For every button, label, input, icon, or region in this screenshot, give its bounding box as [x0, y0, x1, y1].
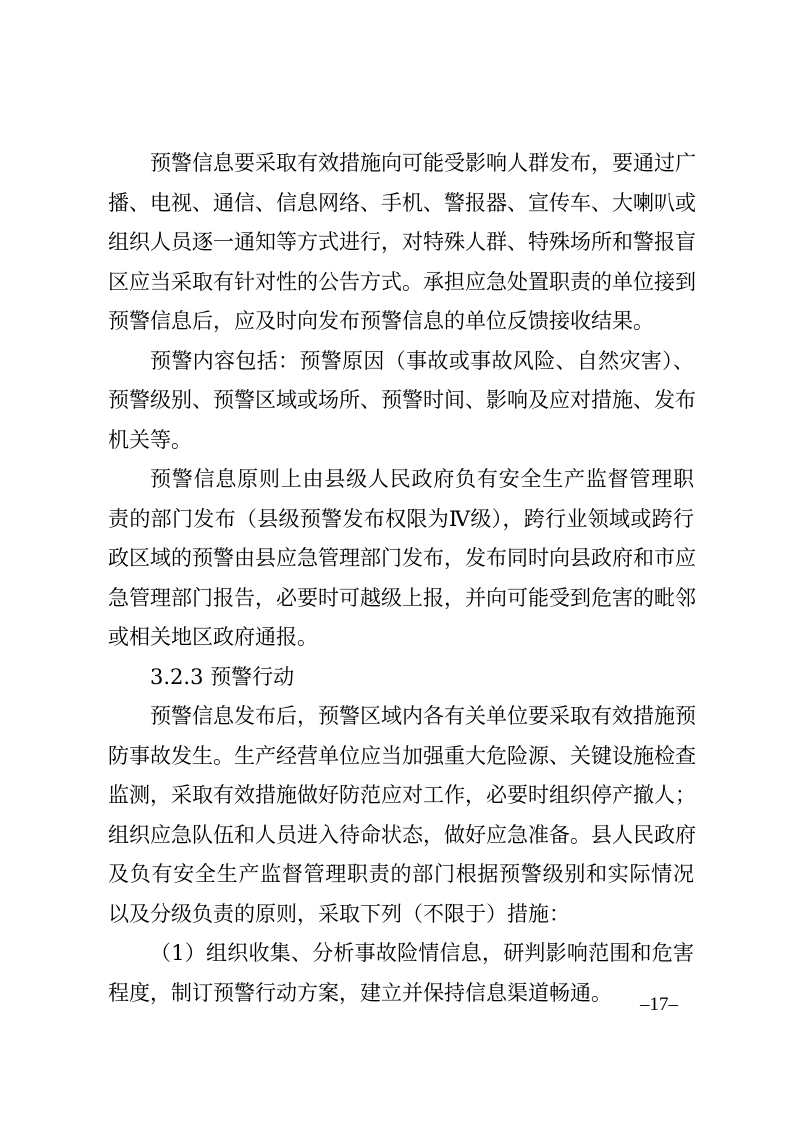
text-line: 或相关地区政府通报。 [108, 625, 318, 649]
text-line: 区应当采取有针对性的公告方式。承担应急处置职责的单位接到 [108, 269, 696, 294]
body-text [108, 144, 694, 1013]
text-line: 预警信息原则上由县级人民政府负有安全生产监督管理职 [150, 467, 694, 491]
paragraph-warning-release [108, 144, 694, 342]
text-line: 预警内容包括：预警原因（事故或事故风险、自然灾害）、 [150, 348, 694, 373]
text-line: 及负有安全生产监督管理职责的部门根据预警级别和实际情况 [108, 862, 694, 886]
paragraph-warning-action [108, 697, 694, 934]
text-line: 播、电视、通信、信息网络、手机、警报器、宣传车、大喇叭或 [108, 190, 696, 215]
text-line: 责的部门发布（县级预警发布权限为Ⅳ级），跨行业领域或跨行 [108, 506, 694, 531]
page-number: –17– [640, 994, 678, 1015]
paragraph-warning-authority [108, 460, 694, 658]
text-line: 监测，采取有效措施做好防范应对工作，必要时组织停产撤人； [108, 783, 696, 807]
text-line: 机关等。 [108, 427, 192, 452]
text-line: 预警信息要采取有效措施向可能受影响人群发布，要通过广 [150, 151, 696, 175]
text-line: 政区域的预警由县应急管理部门发布，发布同时向县政府和市应 [108, 546, 696, 570]
text-line: 组织应急队伍和人员进入待命状态，做好应急准备。县人民政府 [108, 822, 696, 847]
paragraph-measure-1 [108, 934, 694, 1013]
text-line: 组织人员逐一通知等方式进行，对特殊人群、特殊场所和警报盲 [108, 230, 696, 254]
section-heading: 3.2.3 预警行动 [150, 664, 295, 689]
text-line: （1）组织收集、分析事故险情信息，研判影响范围和危害 [150, 941, 694, 965]
text-line: 预警信息后，应及时向发布预警信息的单位反馈接收结果。 [108, 309, 654, 333]
text-line: 以及分级负责的原则，采取下列（不限于）措施： [108, 901, 570, 926]
text-line: 防事故发生。生产经营单位应当加强重大危险源、关键设施检查 [108, 743, 696, 768]
text-line: 急管理部门报告，必要时可越级上报，并向可能受到危害的毗邻 [108, 585, 696, 610]
text-line: 预警级别、预警区域或场所、预警时间、影响及应对措施、发布 [108, 388, 696, 412]
text-line: 程度，制订预警行动方案，建立并保持信息渠道畅通。 [108, 980, 612, 1005]
text-line: 预警信息发布后，预警区域内各有关单位要采取有效措施预 [150, 704, 696, 728]
paragraph-warning-content [108, 342, 694, 461]
